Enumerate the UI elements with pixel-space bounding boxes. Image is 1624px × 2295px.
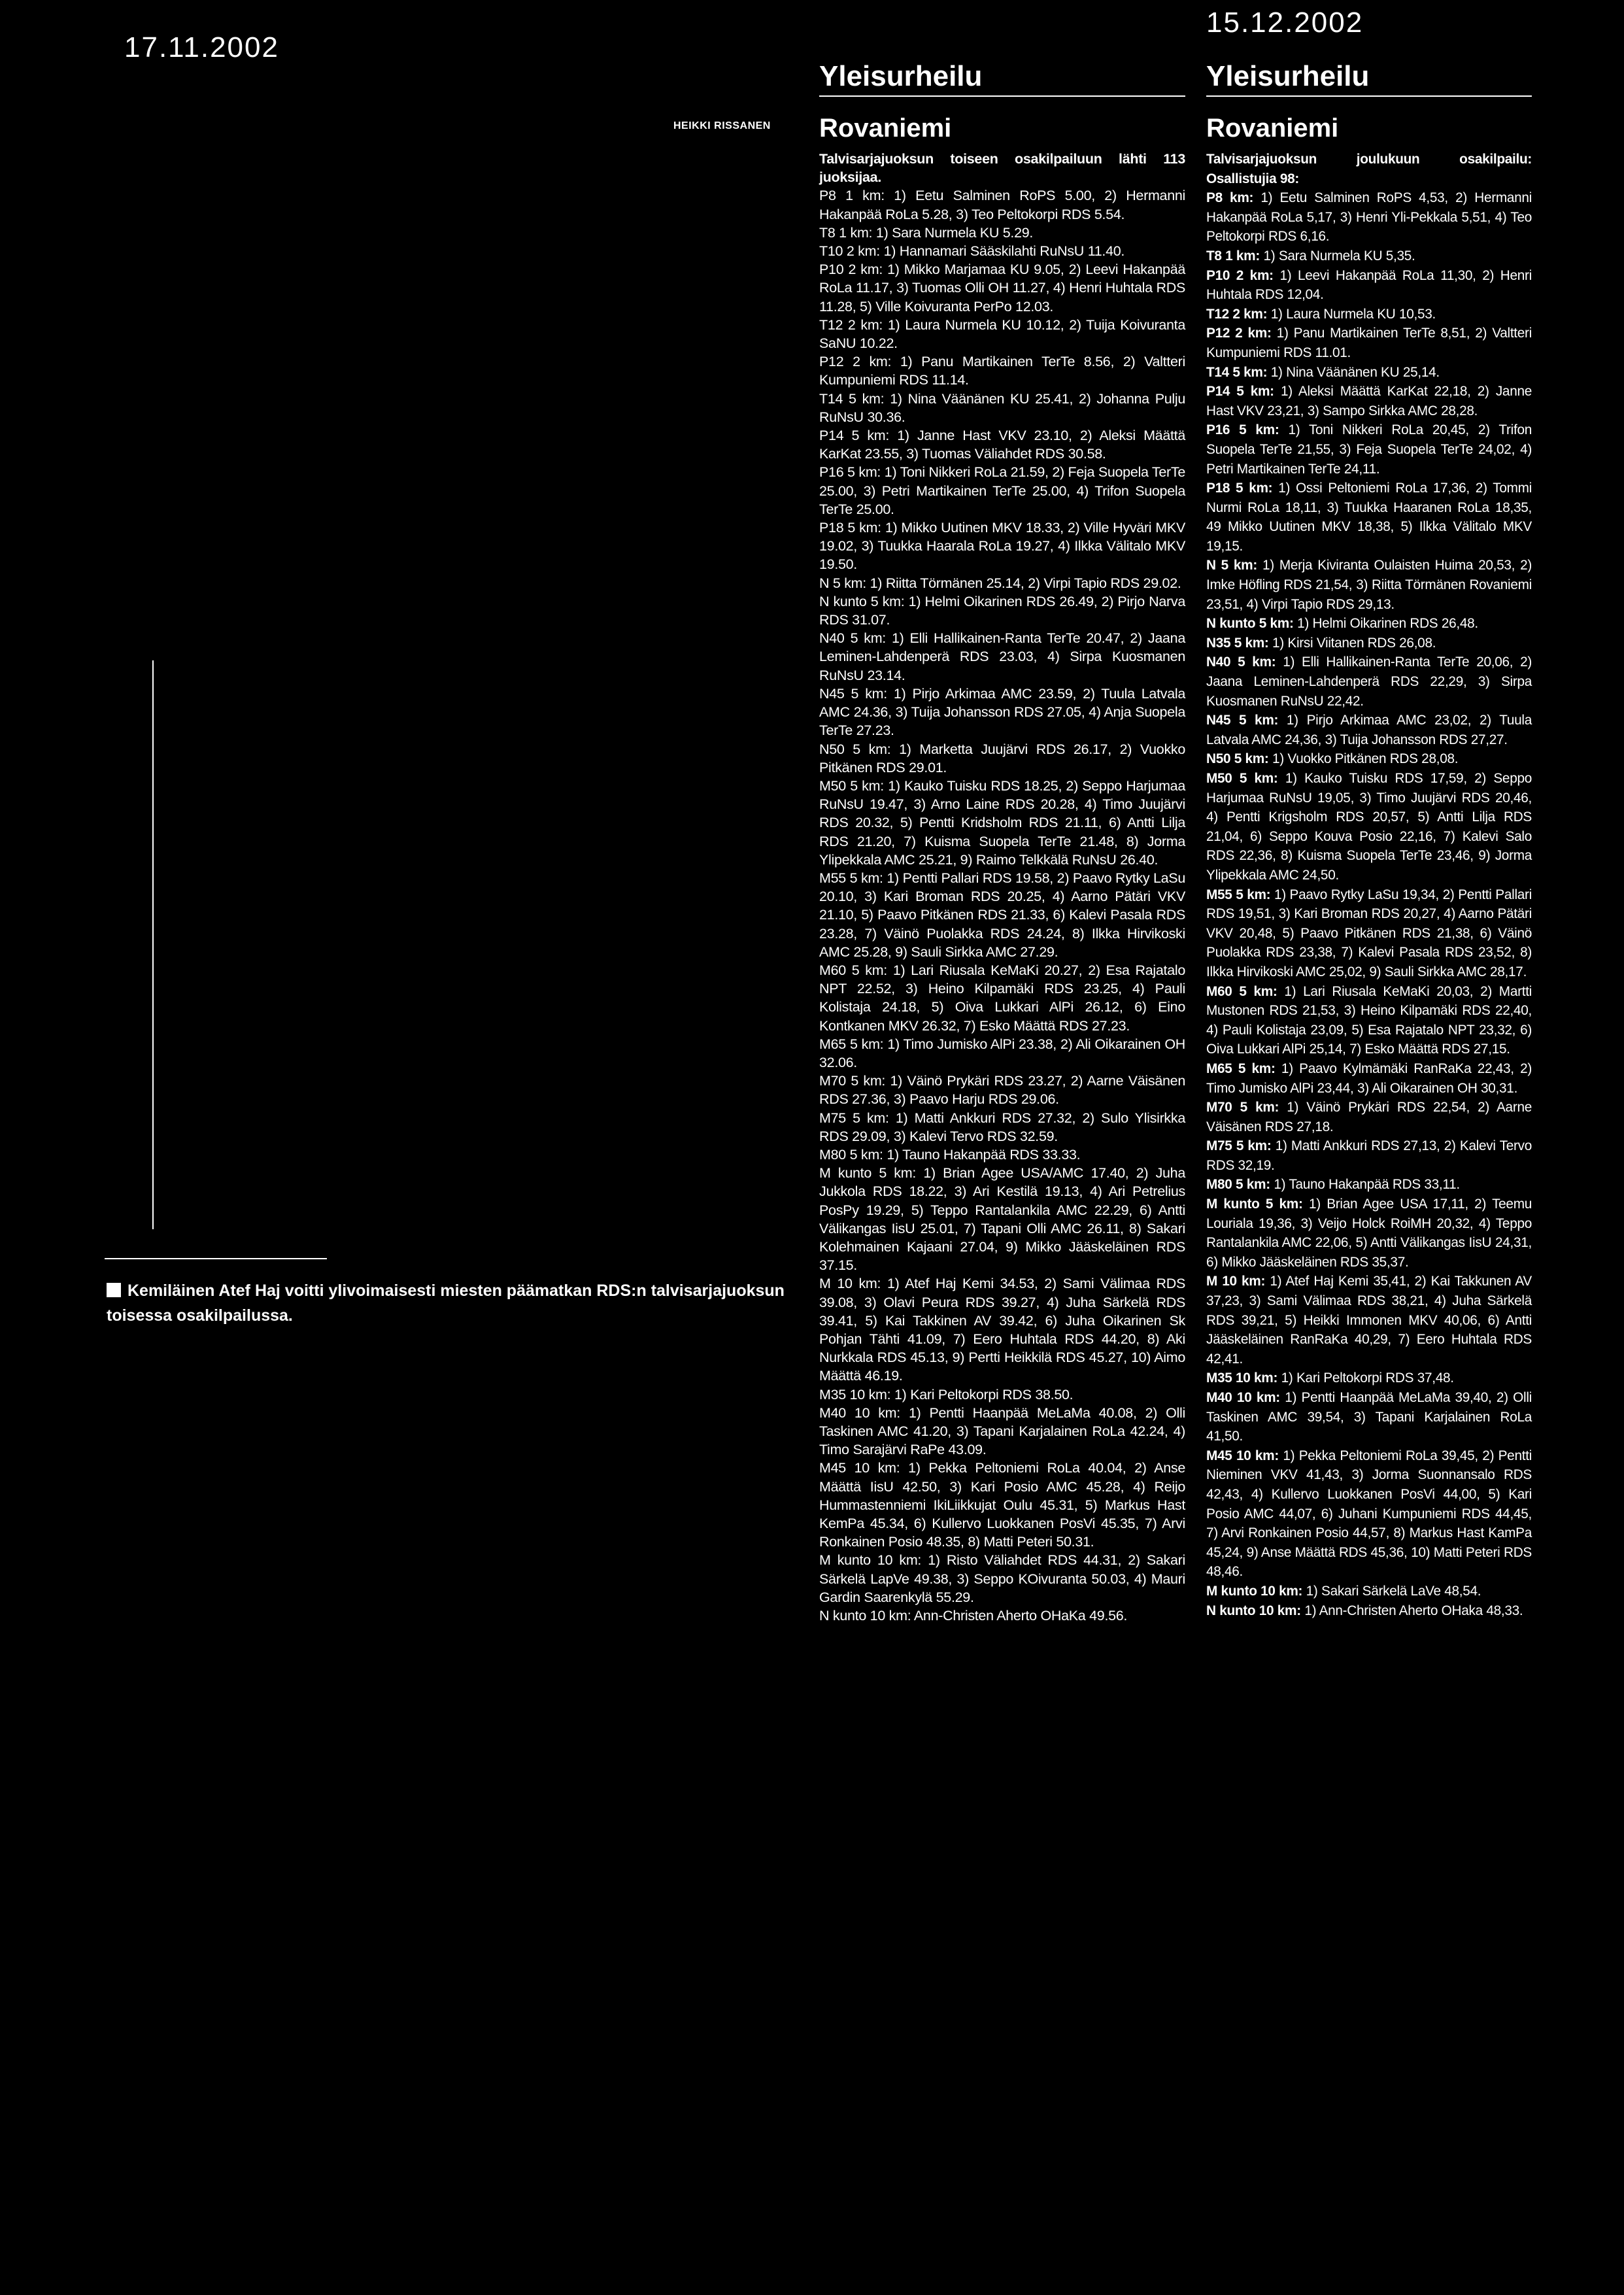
- city-title-left: Rovaniemi: [819, 114, 952, 143]
- result-entry: [819, 242, 1185, 260]
- result-text: 1) Pekka Peltoniemi RoLa 40.04, 2) Anse Määttä IisU 42.50, 3) Kari Posio AMC 45.28, 4) Reijo Hummastenniemi IkiLiikkujat Oulu 45.31, 5) Markus Hast KemPa 45.34, 6) Kullervo Luokkanen PosVi 45.35, 7) Arvi Ronkainen Posio 48.35, 8) Matti Peteri 50.31.: [819, 1460, 1185, 1550]
- result-text: 1) Kirsi Viitanen RDS 26,08.: [1268, 635, 1436, 651]
- result-text: 1) Pentti Haanpää MeLaMa 39,40, 2) Olli Taskinen AMC 39,54, 3) Tapani Karjalainen RoLa 41,50.: [1206, 1390, 1532, 1444]
- result-text: 1) Timo Jumisko AlPi 23.38, 2) Ali Oikarainen OH 32.06.: [819, 1036, 1185, 1070]
- result-text: 1) Merja Kiviranta Oulaisten Huima 20,53, 2) Imke Höfling RDS 21,54, 3) Riitta Törmänen Rovaniemi 23,51, 4) Virpi Tapio RDS 29,13.: [1206, 558, 1532, 612]
- result-label: N50 5 km:: [819, 741, 891, 757]
- result-text: Ann-Christen Aherto OHaKa 49.56.: [911, 1608, 1128, 1624]
- result-label: N kunto 10 km:: [1206, 1603, 1301, 1618]
- result-label: N kunto 10 km:: [819, 1608, 911, 1624]
- result-entry: [819, 1109, 1185, 1146]
- result-label: M35 10 km:: [819, 1386, 891, 1402]
- result-label: T14 5 km:: [819, 390, 885, 407]
- photo-caption: [107, 1278, 787, 1328]
- result-label: N 5 km:: [1206, 558, 1257, 573]
- result-entry: [819, 463, 1185, 518]
- result-label: P10 2 km:: [819, 262, 883, 278]
- result-entry: [819, 1459, 1185, 1551]
- result-label: P18 5 km:: [1206, 481, 1273, 496]
- result-entry: [819, 260, 1185, 316]
- result-label: M40 10 km:: [819, 1404, 900, 1421]
- result-label: M35 10 km:: [1206, 1370, 1278, 1386]
- result-text: 1) Panu Martikainen TerTe 8,51, 2) Valtteri Kumpuniemi RDS 11.01.: [1206, 326, 1532, 360]
- result-entry: [1206, 556, 1532, 614]
- result-entry: [1206, 1195, 1532, 1272]
- result-text: 1) Eetu Salminen RoPS 4,53, 2) Hermanni Hakanpää RoLa 5,17, 3) Henri Yli-Pekkala 5,51, 4) Teo Peltokorpi RDS 6,16.: [1206, 190, 1532, 245]
- result-label: N40 5 km:: [1206, 654, 1276, 670]
- result-label: N40 5 km:: [819, 630, 886, 647]
- result-label: P8 1 km:: [819, 188, 885, 204]
- result-entry: [1206, 1175, 1532, 1195]
- result-entry: [819, 186, 1185, 223]
- date-left: 17.11.2002: [124, 31, 279, 63]
- result-label: M50 5 km:: [819, 777, 884, 794]
- result-label: N kunto 5 km:: [819, 593, 905, 609]
- result-text: 1) Kari Peltokorpi RDS 37,48.: [1277, 1370, 1454, 1386]
- result-entry: [1206, 634, 1532, 653]
- result-text: 1) Sakari Särkelä LaVe 48,54.: [1302, 1583, 1481, 1599]
- result-label: P8 km:: [1206, 190, 1254, 206]
- result-label: P16 5 km:: [1206, 422, 1279, 438]
- result-entry: [819, 224, 1185, 242]
- result-label: M45 10 km:: [1206, 1448, 1279, 1463]
- result-label: N kunto 5 km:: [1206, 616, 1294, 632]
- result-entry: [1206, 1272, 1532, 1368]
- result-entry: [1206, 711, 1532, 749]
- result-text: 1) Ann-Christen Aherto OHaka 48,33.: [1300, 1603, 1523, 1618]
- photo-edge-line: [152, 660, 154, 1229]
- result-label: M 10 km:: [1206, 1274, 1266, 1289]
- result-text: 1) Pirjo Arkimaa AMC 23,02, 2) Tuula Latvala AMC 24,36, 3) Tuija Johansson RDS 27,27.: [1206, 713, 1532, 747]
- result-text: 1) Kari Peltokorpi RDS 38.50.: [890, 1386, 1074, 1402]
- result-text: 1) Risto Väliahdet RDS 44.31, 2) Sakari Särkelä LapVe 49.38, 3) Seppo KOivuranta 50.03, 4) Mauri Gardin Saarenkylä 55.29.: [819, 1552, 1186, 1605]
- result-label: M40 10 km:: [1206, 1390, 1280, 1405]
- result-label: T8 1 km:: [819, 224, 873, 241]
- result-label: P16 5 km:: [819, 464, 881, 481]
- result-entry: [1206, 982, 1532, 1059]
- photo-area: [105, 105, 785, 1262]
- section-title-right: Yleisurheilu: [1206, 60, 1532, 97]
- result-text: 1) Atef Haj Kemi 35,41, 2) Kai Takkunen AV 37,23, 3) Sami Välimaa RDS 38,21, 4) Juha Särkelä RDS 39,21, 5) Heikki Immonen MKV 40,06, 6) Antti Jääskeläinen RanRaKa 40,29, 7) Eero Huhtala RDS 42,41.: [1206, 1274, 1532, 1367]
- result-entry: [819, 1072, 1185, 1108]
- result-text: 1) Pekka Peltoniemi RoLa 39,45, 2) Pentti Nieminen VKV 41,43, 3) Jorma Suonnansalo RDS 42,43, 4) Kullervo Luokkanen PosVi 44,00, 5) Kari Posio AMC 44,07, 6) Juhani Kumpuniemi RDS 44,45, 7) Arvi Ronkainen Posio 44,57, 8) Markus Hast KamPa 45,24, 9) Anse Määttä RDS 45,36, 10) Matti Peteri RDS 48,46.: [1206, 1448, 1532, 1580]
- result-entry: [819, 740, 1185, 777]
- result-text: 1) Leevi Hakanpää RoLa 11,30, 2) Henri Huhtala RDS 12,04.: [1206, 267, 1532, 303]
- result-label: P14 5 km:: [1206, 384, 1274, 400]
- result-entry: [1206, 1446, 1532, 1582]
- result-text: 1) Aleksi Määttä KarKat 22,18, 2) Janne Hast VKV 23,21, 3) Sampo Sirkka AMC 28,28.: [1206, 384, 1532, 418]
- results-right: [1206, 150, 1532, 1620]
- result-text: 1) Riitta Törmänen 25.14, 2) Virpi Tapio RDS 29.02.: [866, 575, 1181, 591]
- result-text: 1) Laura Nurmela KU 10.12, 2) Tuija Koivuranta SaNU 10.22.: [819, 316, 1185, 352]
- result-entry: [1206, 420, 1532, 479]
- result-label: M80 5 km:: [819, 1146, 883, 1163]
- result-text: 1) Lari Riusala KeMaKi 20.27, 2) Esa Rajatalo NPT 22.52, 3) Heino Kilpamäki RDS 23.25, 4) Pauli Kolistaja 24.18, 5) Oiva Lukkari AlPi 26.12, 6) Eino Kontkanen MKV 26.32, 7) Esko Määttä RDS 27.23.: [819, 962, 1185, 1034]
- result-label: M 10 km:: [819, 1276, 881, 1292]
- section-title-left: Yleisurheilu: [819, 60, 1185, 97]
- result-entry: [819, 574, 1185, 592]
- result-text: 1) Sara Nurmela KU 5,35.: [1259, 248, 1415, 264]
- result-text: 1) Pirjo Arkimaa AMC 23.59, 2) Tuula Latvala AMC 24.36, 3) Tuija Johansson RDS 27.05, 4) Anja Suopela TerTe 27.23.: [819, 685, 1185, 739]
- result-text: 1) Tauno Hakanpää RDS 33,11.: [1270, 1177, 1460, 1193]
- result-entry: [819, 685, 1185, 740]
- result-text: 1) Janne Hast VKV 23.10, 2) Aleksi Määttä KarKat 23.55, 3) Tuomas Väliahdet RDS 30.58.: [819, 428, 1185, 462]
- article-left: [819, 60, 1185, 1625]
- result-text: 1) Pentti Pallari RDS 19.58, 2) Paavo Rytky LaSu 20.10, 3) Kari Broman RDS 20.25, 4) Aarno Pätäri VKV 21.10, 5) Paavo Pitkänen RDS 21.33, 6) Kalevi Pasala RDS 23.28, 7) Väinö Puolakka RDS 24.24, 8) Ilkka Hirvikoski AMC 25.28, 9) Sauli Sirkka AMC 27.29.: [819, 870, 1185, 960]
- result-label: P12 2 km:: [819, 354, 892, 370]
- result-entry: [1206, 363, 1532, 382]
- result-entry: [1206, 769, 1532, 885]
- result-entry: [1206, 479, 1532, 556]
- article-intro: Talvisarjajuoksun joulukuun osakilpailu: Osallistujia 98:: [1206, 152, 1532, 186]
- result-text: 1) Laura Nurmela KU 10,53.: [1267, 306, 1436, 322]
- result-label: M kunto 10 km:: [1206, 1583, 1303, 1599]
- result-entry: [819, 352, 1185, 389]
- result-text: 1) Matti Ankkuri RDS 27,13, 2) Kalevi Tervo RDS 32,19.: [1206, 1138, 1532, 1173]
- result-entry: [819, 869, 1185, 961]
- result-text: 1) Elli Hallikainen-Ranta TerTe 20.47, 2) Jaana Leminen-Lahdenperä RDS 23.03, 4) Sirpa Kuosmanen RuNsU 23.14.: [819, 630, 1185, 683]
- result-label: M70 5 km:: [819, 1073, 886, 1089]
- result-entry: [1206, 246, 1532, 266]
- result-label: M kunto 5 km:: [819, 1165, 917, 1182]
- article-right: [1206, 60, 1532, 1620]
- result-text: 1) Pentti Haanpää MeLaMa 40.08, 2) Olli Taskinen AMC 41.20, 3) Tapani Karjalainen RoLa 42.24, 4) Timo Sarajärvi RaPe 43.09.: [819, 1404, 1185, 1458]
- result-label: P10 2 km:: [1206, 267, 1274, 283]
- result-text: 1) Hannamari Sääskilahti RuNsU 11.40.: [879, 243, 1125, 260]
- result-entry: [1206, 324, 1532, 362]
- result-label: T12 2 km:: [819, 316, 883, 333]
- result-label: N 5 km:: [819, 575, 866, 591]
- result-entry: [819, 1551, 1185, 1606]
- result-text: 1) Kauko Tuisku RDS 17,59, 2) Seppo Harjumaa RuNsU 19,05, 3) Timo Juujärvi RDS 20,46, 4) Pentti Krigsholm RDS 20,57, 5) Antti Lilja RDS 21,04, 6) Seppo Kouva Posio 22,16, 7) Kalevi Salo RDS 22,36, 8) Kuisma Suopela TerTe 23,46, 9) Jorma Ylipekkala AMC 24,50.: [1206, 771, 1532, 883]
- result-text: 1) Lari Riusala KeMaKi 20,03, 2) Martti Mustonen RDS 21,53, 3) Heino Kilpamäki RDS 22,40, 4) Pauli Kolistaja 23,09, 5) Esa Rajatalo NPT 23,32, 6) Oiva Lukkari AlPi 25,14, 7) Esko Määttä RDS 27,15.: [1206, 983, 1532, 1057]
- result-entry: [819, 1146, 1185, 1164]
- result-entry: [819, 777, 1185, 869]
- results-left: [819, 150, 1185, 1625]
- result-text: 1) Helmi Oikarinen RDS 26,48.: [1293, 616, 1478, 632]
- result-text: 1) Paavo Kylmämäki RanRaKa 22,43, 2) Timo Jumisko AlPi 23,44, 3) Ali Oikarainen OH 30,31.: [1206, 1061, 1532, 1096]
- result-entry: [819, 1035, 1185, 1072]
- result-text: 1) Panu Martikainen TerTe 8.56, 2) Valtteri Kumpuniemi RDS 11.14.: [819, 354, 1185, 388]
- result-entry: [1206, 1582, 1532, 1601]
- result-entry: [819, 592, 1185, 629]
- result-entry: [1206, 382, 1532, 420]
- result-entry: [819, 316, 1185, 352]
- result-entry: [1206, 1368, 1532, 1388]
- result-entry: [819, 961, 1185, 1035]
- result-text: 1) Brian Agee USA 17,11, 2) Teemu Louriala 19,36, 3) Veijo Holck RoiMH 20,32, 4) Teppo Rantalankila AMC 22,06, 5) Antti Välikangas IisU 24,31, 6) Mikko Jääskeläinen RDS 35,37.: [1206, 1197, 1532, 1270]
- result-label: M45 10 km:: [819, 1460, 900, 1476]
- article-intro: Talvisarjajuoksun toiseen osakilpailuun lähti 113 juoksijaa.: [819, 151, 1185, 186]
- result-entry: [819, 1164, 1185, 1274]
- result-entry: [819, 426, 1185, 463]
- result-entry: [1206, 653, 1532, 711]
- result-text: 1) Eetu Salminen RoPS 5.00, 2) Hermanni Hakanpää RoLa 5.28, 3) Teo Peltokorpi RDS 5.54.: [819, 188, 1185, 222]
- result-text: 1) Mikko Marjamaa KU 9.05, 2) Leevi Hakanpää RoLa 11.17, 3) Tuomas Olli OH 11.27, 4) Henri Huhtala RDS 11.28, 5) Ville Koivuranta PerPo 12.03.: [819, 262, 1186, 314]
- result-label: M60 5 km:: [1206, 983, 1277, 999]
- result-label: M80 5 km:: [1206, 1177, 1270, 1193]
- result-label: T14 5 km:: [1206, 364, 1268, 380]
- result-text: 1) Mikko Uutinen MKV 18.33, 2) Ville Hyväri MKV 19.02, 3) Tuukka Haarala RoLa 19.27, 4) Ilkka Välitalo MKV 19.50.: [819, 520, 1185, 573]
- result-label: T8 1 km:: [1206, 248, 1260, 264]
- result-text: 1) Tauno Hakanpää RDS 33.33.: [883, 1146, 1081, 1163]
- result-entry: [1206, 1098, 1532, 1136]
- caption-bullet-icon: [107, 1283, 121, 1297]
- result-text: 1) Marketta Juujärvi RDS 26.17, 2) Vuokko Pitkänen RDS 29.01.: [819, 741, 1185, 775]
- result-text: 1) Nina Väänänen KU 25.41, 2) Johanna Pulju RuNsU 30.36.: [819, 390, 1186, 425]
- result-label: M75 5 km:: [819, 1110, 889, 1126]
- result-entry: [1206, 1601, 1532, 1621]
- result-label: M kunto 10 km:: [819, 1552, 922, 1569]
- photo-credit: HEIKKI RISSANEN: [673, 120, 771, 131]
- result-entry: [1206, 749, 1532, 769]
- result-label: N50 5 km:: [1206, 751, 1269, 767]
- caption-text: Kemiläinen Atef Haj voitti ylivoimaisesti miesten päämatkan RDS:n talvisarjajuoksun toisessa osakilpailussa.: [107, 1282, 785, 1325]
- result-text: 1) Brian Agee USA/AMC 17.40, 2) Juha Jukkola RDS 18.22, 3) Ari Kestilä 19.13, 4) Ari Petrelius PosPy 19.29, 5) Teppo Rantalankila AMC 22.29, 6) Antti Välikangas IisU 25.01, 7) Tapani Olli AMC 26.11, 8) Sakari Kolehmainen Kajaani 27.04, 9) Mikko Jääskeläinen RDS 37.15.: [819, 1165, 1185, 1274]
- city-title-right: Rovaniemi: [1206, 114, 1339, 143]
- result-label: N45 5 km:: [819, 685, 887, 702]
- result-label: M50 5 km:: [1206, 771, 1278, 786]
- result-entry: [819, 390, 1185, 426]
- result-entry: [1206, 1388, 1532, 1446]
- result-label: M65 5 km:: [1206, 1061, 1276, 1076]
- result-text: 1) Väinö Prykäri RDS 23.27, 2) Aarne Väisänen RDS 27.36, 3) Paavo Harju RDS 29.06.: [819, 1073, 1185, 1108]
- result-label: M65 5 km:: [819, 1036, 884, 1052]
- result-text: 1) Helmi Oikarinen RDS 26.49, 2) Pirjo Narva RDS 31.07.: [819, 593, 1185, 628]
- result-text: 1) Ossi Peltoniemi RoLa 17,36, 2) Tommi Nurmi RoLa 18,11, 3) Tuukka Haaranen RoLa 18,35, 49 Mikko Uutinen MKV 18,38, 5) Ilkka Välitalo MKV 19,15.: [1206, 481, 1532, 554]
- result-entry: [819, 1386, 1185, 1404]
- result-label: M55 5 km:: [819, 870, 883, 886]
- result-label: M70 5 km:: [1206, 1100, 1279, 1115]
- result-label: P12 2 km:: [1206, 326, 1272, 341]
- result-text: 1) Elli Hallikainen-Ranta TerTe 20,06, 2) Jaana Leminen-Lahdenperä RDS 22,29, 3) Sirpa Kuosmanen RuNsU 22,42.: [1206, 654, 1532, 709]
- result-entry: [1206, 885, 1532, 982]
- result-text: 1) Nina Väänänen KU 25,14.: [1267, 364, 1440, 380]
- date-right: 15.12.2002: [1206, 7, 1364, 39]
- result-label: P18 5 km:: [819, 520, 881, 536]
- result-label: M55 5 km:: [1206, 887, 1271, 902]
- result-text: 1) Toni Nikkeri RoLa 21.59, 2) Feja Suopela TerTe 25.00, 3) Petri Martikainen TerTe 25.00, 4) Trifon Suopela TerTe 25.00.: [819, 464, 1185, 517]
- result-entry: [819, 1404, 1185, 1459]
- result-entry: [1206, 1059, 1532, 1098]
- result-entry: [1206, 305, 1532, 324]
- result-text: 1) Toni Nikkeri RoLa 20,45, 2) Trifon Suopela TerTe 21,55, 3) Feja Suopela TerTe 24,02, 4) Petri Martikainen TerTe 24,11.: [1206, 422, 1532, 477]
- result-label: T10 2 km:: [819, 243, 880, 260]
- result-label: N45 5 km:: [1206, 713, 1279, 728]
- result-entry: [1206, 266, 1532, 305]
- result-entry: [1206, 1136, 1532, 1175]
- result-text: 1) Atef Haj Kemi 34.53, 2) Sami Välimaa RDS 39.08, 3) Olavi Peura RDS 39.27, 4) Juha Särkelä RDS 39.41, 5) Kai Takkinen AV 39.42, 6) Juha Oikarinen Sk Pohjan Tähti 41.09, 7) Eero Huhtala RDS 44.20, 8) Aki Nurkkala RDS 45.13, 9) Pertti Heikkilä RDS 45.27, 10) Aimo Määttä 46.19.: [819, 1276, 1185, 1384]
- result-text: 1) Väinö Prykäri RDS 22,54, 2) Aarne Väisänen RDS 27,18.: [1206, 1100, 1532, 1134]
- result-entry: [819, 1606, 1185, 1625]
- result-entry: [1206, 188, 1532, 246]
- result-label: M60 5 km:: [819, 962, 887, 978]
- result-text: 1) Matti Ankkuri RDS 27.32, 2) Sulo Ylisirkka RDS 29.09, 3) Kalevi Tervo RDS 32.59.: [819, 1110, 1185, 1144]
- result-label: P14 5 km:: [819, 428, 890, 444]
- result-label: M75 5 km:: [1206, 1138, 1272, 1154]
- result-label: N35 5 km:: [1206, 635, 1269, 651]
- result-text: 1) Kauko Tuisku RDS 18.25, 2) Seppo Harjumaa RuNsU 19.47, 3) Arno Laine RDS 20.28, 4) Timo Juujärvi RDS 20.32, 5) Pentti Kridsholm RDS 21.11, 6) Antti Lilja RDS 21.20, 7) Kuisma Suopela TerTe 21.48, 8) Jorma Ylipekkala AMC 25.21, 9) Raimo Telkkälä RuNsU 26.40.: [819, 777, 1185, 868]
- photo-bottom-line: [105, 1258, 327, 1259]
- result-label: M kunto 5 km:: [1206, 1197, 1303, 1212]
- result-entry: [819, 1274, 1185, 1385]
- result-entry: [1206, 614, 1532, 634]
- result-text: 1) Sara Nurmela KU 5.29.: [872, 224, 1034, 241]
- result-entry: [819, 518, 1185, 574]
- result-entry: [819, 629, 1185, 685]
- result-label: T12 2 km:: [1206, 306, 1268, 322]
- result-text: 1) Paavo Rytky LaSu 19,34, 2) Pentti Pallari RDS 19,51, 3) Kari Broman RDS 20,27, 4) Aarno Pätäri VKV 20,48, 5) Paavo Pitkänen RDS 21,38, 6) Väinö Puolakka RDS 23,38, 7) Kalevi Pasala RDS 23,52, 8) Ilkka Hirvikoski AMC 25,02, 9) Sauli Sirkka AMC 28,17.: [1206, 887, 1532, 979]
- result-text: 1) Vuokko Pitkänen RDS 28,08.: [1268, 751, 1459, 767]
